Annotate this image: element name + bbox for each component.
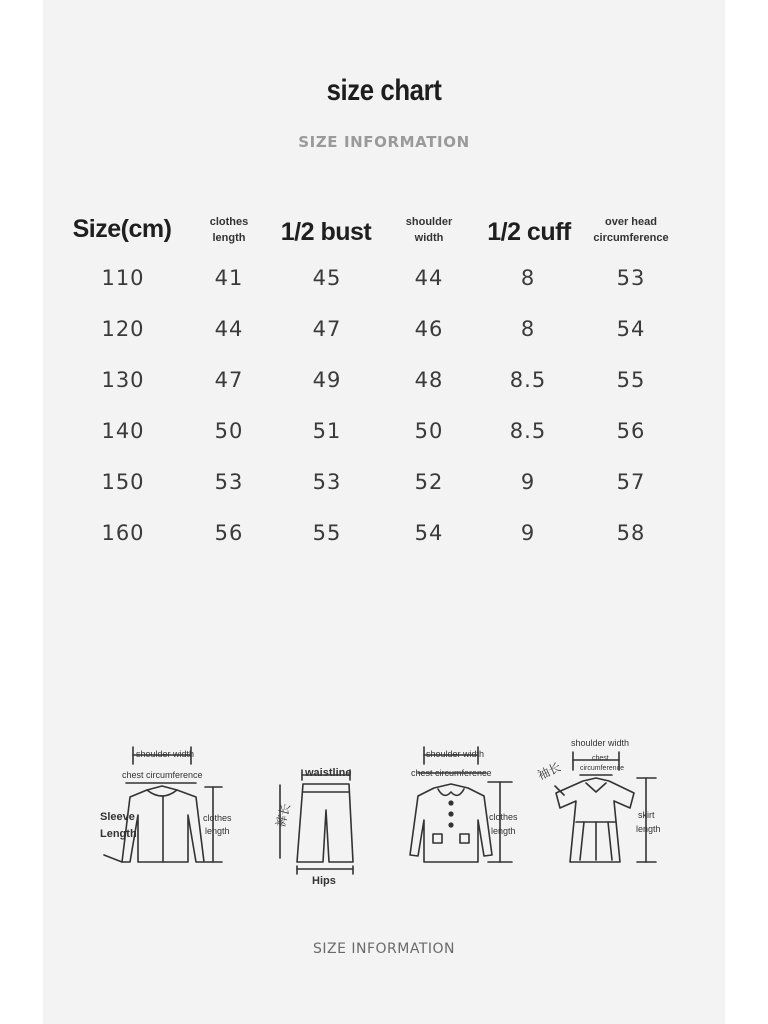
measurement-cell: 47: [214, 368, 244, 392]
header-half-cuff: 1/2 cuff: [487, 218, 571, 246]
jacket-diagram: [104, 747, 222, 862]
jacket-shoulder-width-label: shoulder width: [136, 749, 195, 759]
measurement-cell: 47: [312, 317, 342, 341]
header-shoulder-width-line1: shoulder: [405, 216, 453, 228]
measurement-cell: 9: [520, 521, 536, 545]
header-size: Size(cm): [72, 215, 172, 243]
header-clothes-length-line2: length: [212, 232, 246, 244]
header-clothes-length-line1: clothes: [209, 216, 249, 228]
page-title: size chart: [326, 74, 442, 107]
measurement-cell: 46: [414, 317, 444, 341]
size-value-cell: 160: [101, 521, 145, 545]
pants-hips-label: Hips: [312, 875, 336, 887]
coat-diagram: [410, 747, 512, 862]
measurement-cell: 56: [214, 521, 244, 545]
jacket-chest-label: chest circumference: [122, 770, 203, 780]
page-subtitle: SIZE INFORMATION: [298, 133, 470, 151]
measurement-cell: 41: [214, 266, 244, 290]
pants-waistline-label: waistline: [305, 767, 352, 779]
measurement-cell: 48: [414, 368, 444, 392]
measurement-cell: 50: [414, 419, 444, 443]
jacket-sleeve-label: Sleeve: [100, 811, 135, 823]
jacket-clothes-label: clothes: [203, 813, 232, 823]
measurement-cell: 8.5: [509, 419, 547, 443]
size-value-cell: 130: [101, 368, 145, 392]
size-value-cell: 120: [101, 317, 145, 341]
dress-sleeve-length-label: 袖长: [535, 759, 564, 783]
measurement-cell: 50: [214, 419, 244, 443]
measurement-cell: 44: [414, 266, 444, 290]
measurement-cell: 8: [520, 317, 536, 341]
size-value-cell: 140: [101, 419, 145, 443]
measurement-cell: 44: [214, 317, 244, 341]
header-half-bust: 1/2 bust: [280, 218, 372, 246]
size-value-cell: 150: [101, 470, 145, 494]
dress-shoulder-width-label: shoulder width: [571, 738, 630, 748]
coat-chest-label: chest circumference: [411, 768, 492, 778]
measurement-cell: 57: [616, 470, 646, 494]
coat-clothes-label: clothes: [489, 812, 518, 822]
jacket-clothes-length-label: length: [205, 826, 230, 836]
header-over-head-line1: over head: [605, 216, 657, 228]
measurement-cell: 58: [616, 521, 646, 545]
measurement-cell: 51: [312, 419, 342, 443]
dress-circumference-label: circumference: [580, 765, 624, 772]
measurement-cell: 55: [312, 521, 342, 545]
measurement-cell: 53: [312, 470, 342, 494]
header-shoulder-width-line2: width: [414, 232, 444, 244]
measurement-cell: 53: [214, 470, 244, 494]
dress-chest-label: chest: [592, 755, 609, 762]
header-over-head-line2: circumference: [593, 232, 669, 244]
measurement-cell: 52: [414, 470, 444, 494]
measurement-cell: 55: [616, 368, 646, 392]
measurement-cell: 56: [616, 419, 646, 443]
measurement-cell: 9: [520, 470, 536, 494]
measurement-cell: 49: [312, 368, 342, 392]
measurement-cell: 8.5: [509, 368, 547, 392]
jacket-length-label: Length: [100, 828, 137, 840]
measurement-cell: 8: [520, 266, 536, 290]
size-value-cell: 110: [101, 266, 145, 290]
footer-caption: SIZE INFORMATION: [312, 941, 456, 957]
measurement-cell: 45: [312, 266, 342, 290]
measurement-cell: 54: [414, 521, 444, 545]
coat-length-label: length: [491, 826, 516, 836]
measurement-cell: 54: [616, 317, 646, 341]
dress-skirt-length-label: length: [636, 824, 661, 834]
dress-skirt-label: skirt: [638, 810, 655, 820]
pants-length-label: 裤长: [273, 801, 294, 829]
coat-shoulder-width-label: shoulder width: [426, 749, 485, 759]
pants-diagram: [280, 770, 353, 874]
measurement-cell: 53: [616, 266, 646, 290]
